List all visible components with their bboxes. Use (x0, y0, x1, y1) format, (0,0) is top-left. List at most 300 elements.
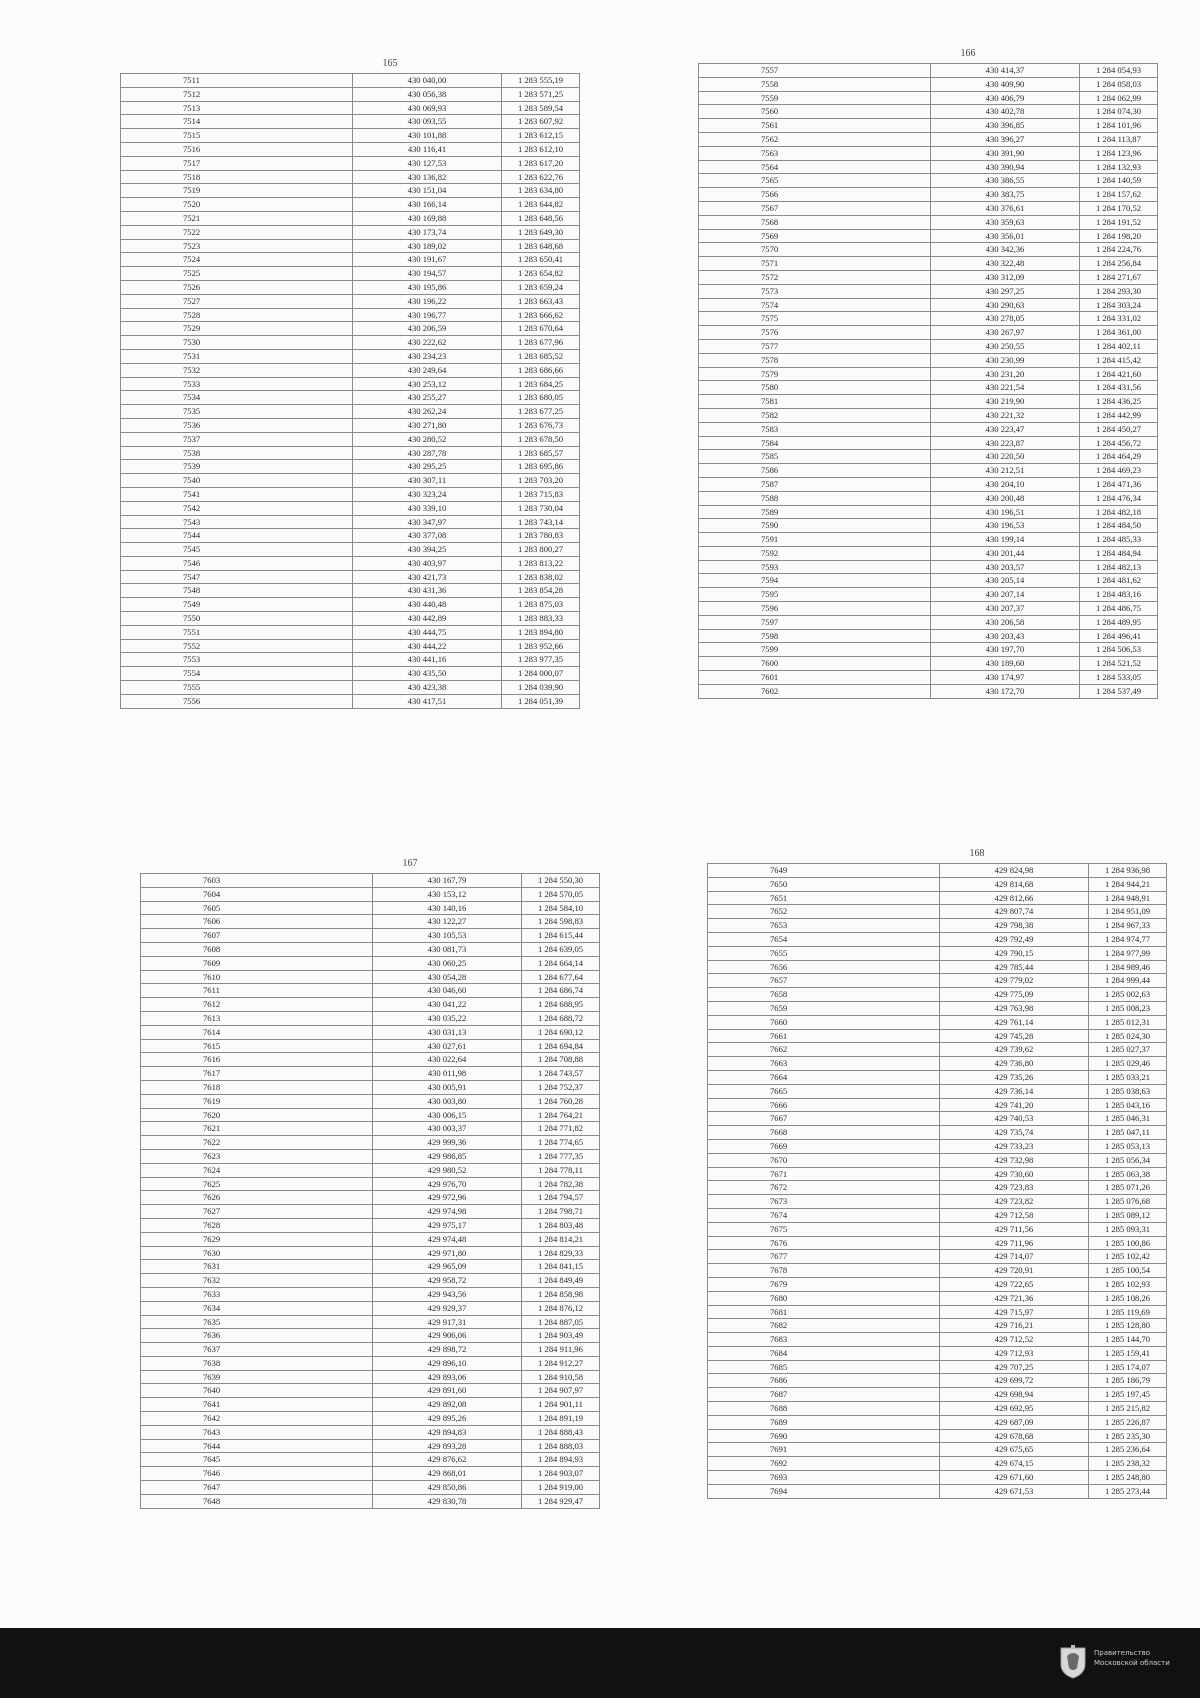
y-coordinate-cell: 1 284 476,34 (1080, 491, 1158, 505)
point-number-cell: 7553 (121, 653, 353, 667)
point-number-cell: 7563 (699, 146, 931, 160)
point-number-cell: 7679 (708, 1277, 940, 1291)
y-coordinate-cell: 1 284 482,13 (1080, 560, 1158, 574)
y-coordinate-cell: 1 283 571,25 (502, 87, 580, 101)
y-coordinate-cell: 1 285 226,87 (1089, 1415, 1167, 1429)
y-coordinate-cell: 1 284 977,99 (1089, 946, 1167, 960)
y-coordinate-cell: 1 284 431,56 (1080, 381, 1158, 395)
point-number-cell: 7525 (121, 267, 353, 281)
point-number-cell: 7595 (699, 588, 931, 602)
x-coordinate-cell: 429 943,56 (373, 1287, 522, 1301)
y-coordinate-cell: 1 284 891,19 (522, 1412, 600, 1426)
scan-bottom-band (0, 1628, 1200, 1698)
table-row (121, 501, 580, 515)
y-coordinate-cell: 1 285 002,63 (1089, 988, 1167, 1002)
page-number: 168 (969, 848, 985, 859)
point-number-cell: 7658 (708, 988, 940, 1002)
y-coordinate-cell: 1 284 113,87 (1080, 132, 1158, 146)
point-number-cell: 7593 (699, 560, 931, 574)
y-coordinate-cell: 1 284 062,99 (1080, 91, 1158, 105)
table-row (699, 450, 1158, 464)
table-row (699, 381, 1158, 395)
y-coordinate-cell: 1 284 402,11 (1080, 339, 1158, 353)
y-coordinate-cell: 1 285 056,34 (1089, 1153, 1167, 1167)
y-coordinate-cell: 1 284 550,30 (522, 874, 600, 888)
point-number-cell: 7614 (141, 1025, 373, 1039)
point-number-cell: 7601 (699, 671, 931, 685)
table-row (121, 694, 580, 708)
y-coordinate-cell: 1 284 967,33 (1089, 919, 1167, 933)
table-row (699, 477, 1158, 491)
table-row (699, 243, 1158, 257)
point-number-cell: 7611 (141, 984, 373, 998)
y-coordinate-cell: 1 284 876,12 (522, 1301, 600, 1315)
point-number-cell: 7573 (699, 284, 931, 298)
table-row (121, 556, 580, 570)
y-coordinate-cell: 1 284 752,37 (522, 1080, 600, 1094)
table-row (699, 339, 1158, 353)
table-row (708, 1236, 1167, 1250)
x-coordinate-cell: 429 790,15 (940, 946, 1089, 960)
y-coordinate-cell: 1 283 854,28 (502, 584, 580, 598)
table-row (121, 584, 580, 598)
y-coordinate-cell: 1 284 039,90 (502, 681, 580, 695)
x-coordinate-cell: 430 174,97 (931, 671, 1080, 685)
point-number-cell: 7641 (141, 1398, 373, 1412)
y-coordinate-cell: 1 284 303,24 (1080, 298, 1158, 312)
point-number-cell: 7537 (121, 432, 353, 446)
table-row (699, 615, 1158, 629)
point-number-cell: 7561 (699, 119, 931, 133)
x-coordinate-cell: 429 895,26 (373, 1412, 522, 1426)
table-row (141, 1149, 600, 1163)
table-row (141, 1094, 600, 1108)
y-coordinate-cell: 1 283 894,80 (502, 625, 580, 639)
x-coordinate-cell: 429 976,70 (373, 1177, 522, 1191)
point-number-cell: 7666 (708, 1098, 940, 1112)
table-row (699, 629, 1158, 643)
x-coordinate-cell: 429 894,83 (373, 1425, 522, 1439)
y-coordinate-cell: 1 284 764,21 (522, 1108, 600, 1122)
table-body (699, 64, 1158, 699)
table-row (699, 657, 1158, 671)
point-number-cell: 7656 (708, 960, 940, 974)
x-coordinate-cell: 430 140,16 (373, 901, 522, 915)
x-coordinate-cell: 430 396,85 (931, 119, 1080, 133)
x-coordinate-cell: 430 196,51 (931, 505, 1080, 519)
y-coordinate-cell: 1 284 887,05 (522, 1315, 600, 1329)
table-row (708, 1139, 1167, 1153)
point-number-cell: 7535 (121, 405, 353, 419)
table-row (708, 1112, 1167, 1126)
x-coordinate-cell: 430 435,50 (353, 667, 502, 681)
x-coordinate-cell: 429 785,44 (940, 960, 1089, 974)
point-number-cell: 7515 (121, 129, 353, 143)
table-row (121, 598, 580, 612)
point-number-cell: 7688 (708, 1402, 940, 1416)
point-number-cell: 7687 (708, 1388, 940, 1402)
y-coordinate-cell: 1 284 999,44 (1089, 974, 1167, 988)
point-number-cell: 7684 (708, 1346, 940, 1360)
y-coordinate-cell: 1 285 102,93 (1089, 1277, 1167, 1291)
y-coordinate-cell: 1 283 654,82 (502, 267, 580, 281)
point-number-cell: 7657 (708, 974, 940, 988)
x-coordinate-cell: 430 307,11 (353, 474, 502, 488)
x-coordinate-cell: 429 741,20 (940, 1098, 1089, 1112)
table-row (708, 946, 1167, 960)
page-166 (698, 45, 1158, 699)
y-coordinate-cell: 1 283 663,43 (502, 294, 580, 308)
point-number-cell: 7589 (699, 505, 931, 519)
point-number-cell: 7622 (141, 1136, 373, 1150)
table-row (699, 160, 1158, 174)
table-row (699, 284, 1158, 298)
point-number-cell: 7648 (141, 1494, 373, 1508)
point-number-cell: 7591 (699, 533, 931, 547)
y-coordinate-cell: 1 284 464,29 (1080, 450, 1158, 464)
point-number-cell: 7685 (708, 1360, 940, 1374)
point-number-cell: 7565 (699, 174, 931, 188)
y-coordinate-cell: 1 284 482,18 (1080, 505, 1158, 519)
y-coordinate-cell: 1 283 685,57 (502, 446, 580, 460)
x-coordinate-cell: 430 205,14 (931, 574, 1080, 588)
x-coordinate-cell: 429 876,62 (373, 1453, 522, 1467)
y-coordinate-cell: 1 284 584,10 (522, 901, 600, 915)
point-number-cell: 7660 (708, 1015, 940, 1029)
y-coordinate-cell: 1 283 648,56 (502, 211, 580, 225)
point-number-cell: 7617 (141, 1067, 373, 1081)
x-coordinate-cell: 430 440,48 (353, 598, 502, 612)
x-coordinate-cell: 430 253,12 (353, 377, 502, 391)
x-coordinate-cell: 430 287,78 (353, 446, 502, 460)
table-row (141, 929, 600, 943)
point-number-cell: 7628 (141, 1218, 373, 1232)
x-coordinate-cell: 429 711,56 (940, 1222, 1089, 1236)
y-coordinate-cell: 1 284 054,93 (1080, 64, 1158, 78)
y-coordinate-cell: 1 284 615,44 (522, 929, 600, 943)
point-number-cell: 7570 (699, 243, 931, 257)
x-coordinate-cell: 430 035,22 (373, 1011, 522, 1025)
logo-line-1: Правительство (1094, 1649, 1150, 1657)
table-row (708, 891, 1167, 905)
table-row (141, 915, 600, 929)
y-coordinate-cell: 1 284 521,52 (1080, 657, 1158, 671)
table-row (708, 1015, 1167, 1029)
y-coordinate-cell: 1 284 989,46 (1089, 960, 1167, 974)
point-number-cell: 7655 (708, 946, 940, 960)
point-number-cell: 7575 (699, 312, 931, 326)
x-coordinate-cell: 430 406,79 (931, 91, 1080, 105)
point-number-cell: 7542 (121, 501, 353, 515)
y-coordinate-cell: 1 284 814,21 (522, 1232, 600, 1246)
y-coordinate-cell: 1 283 612,15 (502, 129, 580, 143)
y-coordinate-cell: 1 285 089,12 (1089, 1208, 1167, 1222)
table-row (121, 308, 580, 322)
table-row (708, 1471, 1167, 1485)
x-coordinate-cell: 429 775,09 (940, 988, 1089, 1002)
y-coordinate-cell: 1 284 639,05 (522, 942, 600, 956)
point-number-cell: 7659 (708, 1001, 940, 1015)
table-row (141, 1011, 600, 1025)
y-coordinate-cell: 1 283 780,83 (502, 529, 580, 543)
y-coordinate-cell: 1 285 100,86 (1089, 1236, 1167, 1250)
y-coordinate-cell: 1 285 024,30 (1089, 1029, 1167, 1043)
y-coordinate-cell: 1 284 442,99 (1080, 408, 1158, 422)
x-coordinate-cell: 430 200,48 (931, 491, 1080, 505)
table-row (121, 446, 580, 460)
table-row (699, 574, 1158, 588)
y-coordinate-cell: 1 285 186,79 (1089, 1374, 1167, 1388)
table-row (141, 1481, 600, 1495)
y-coordinate-cell: 1 284 000,07 (502, 667, 580, 681)
table-row (141, 1274, 600, 1288)
y-coordinate-cell: 1 284 496,41 (1080, 629, 1158, 643)
y-coordinate-cell: 1 284 483,16 (1080, 588, 1158, 602)
table-row (699, 312, 1158, 326)
x-coordinate-cell: 430 041,22 (373, 998, 522, 1012)
page-168 (707, 845, 1167, 1499)
y-coordinate-cell: 1 283 684,25 (502, 377, 580, 391)
table-row (121, 639, 580, 653)
x-coordinate-cell: 430 262,24 (353, 405, 502, 419)
point-number-cell: 7547 (121, 570, 353, 584)
y-coordinate-cell: 1 284 450,27 (1080, 422, 1158, 436)
x-coordinate-cell: 430 377,08 (353, 529, 502, 543)
table-row (121, 460, 580, 474)
point-number-cell: 7599 (699, 643, 931, 657)
point-number-cell: 7568 (699, 215, 931, 229)
x-coordinate-cell: 430 297,25 (931, 284, 1080, 298)
y-coordinate-cell: 1 285 128,80 (1089, 1319, 1167, 1333)
table-row (708, 905, 1167, 919)
point-number-cell: 7566 (699, 188, 931, 202)
y-coordinate-cell: 1 284 471,36 (1080, 477, 1158, 491)
x-coordinate-cell: 430 203,57 (931, 560, 1080, 574)
x-coordinate-cell: 429 763,98 (940, 1001, 1089, 1015)
table-row (121, 625, 580, 639)
table-row (141, 1287, 600, 1301)
x-coordinate-cell: 430 189,60 (931, 657, 1080, 671)
table-row (141, 1439, 600, 1453)
y-coordinate-cell: 1 284 951,09 (1089, 905, 1167, 919)
x-coordinate-cell: 430 403,97 (353, 556, 502, 570)
x-coordinate-cell: 430 027,61 (373, 1039, 522, 1053)
x-coordinate-cell: 429 745,28 (940, 1029, 1089, 1043)
x-coordinate-cell: 430 223,47 (931, 422, 1080, 436)
point-number-cell: 7569 (699, 229, 931, 243)
y-coordinate-cell: 1 283 875,03 (502, 598, 580, 612)
table-row (699, 270, 1158, 284)
x-coordinate-cell: 430 441,16 (353, 653, 502, 667)
point-number-cell: 7584 (699, 436, 931, 450)
table-row (708, 1043, 1167, 1057)
point-number-cell: 7588 (699, 491, 931, 505)
point-number-cell: 7518 (121, 170, 353, 184)
x-coordinate-cell: 429 674,15 (940, 1457, 1089, 1471)
y-coordinate-cell: 1 285 238,32 (1089, 1457, 1167, 1471)
table-row (121, 184, 580, 198)
table-row (141, 1412, 600, 1426)
point-number-cell: 7536 (121, 418, 353, 432)
y-coordinate-cell: 1 284 271,67 (1080, 270, 1158, 284)
point-number-cell: 7675 (708, 1222, 940, 1236)
table-row (699, 188, 1158, 202)
table-row (121, 142, 580, 156)
table-row (708, 988, 1167, 1002)
table-row (121, 612, 580, 626)
x-coordinate-cell: 429 971,80 (373, 1246, 522, 1260)
table-row (708, 1443, 1167, 1457)
point-number-cell: 7689 (708, 1415, 940, 1429)
x-coordinate-cell: 430 022,64 (373, 1053, 522, 1067)
table-row (699, 408, 1158, 422)
table-row (699, 546, 1158, 560)
x-coordinate-cell: 429 730,60 (940, 1167, 1089, 1181)
point-number-cell: 7649 (708, 864, 940, 878)
table-row (141, 1315, 600, 1329)
table-row (699, 64, 1158, 78)
point-number-cell: 7529 (121, 322, 353, 336)
y-coordinate-cell: 1 284 903,07 (522, 1467, 600, 1481)
y-coordinate-cell: 1 284 101,96 (1080, 119, 1158, 133)
table-row (708, 1484, 1167, 1498)
table-row (699, 298, 1158, 312)
x-coordinate-cell: 429 974,98 (373, 1205, 522, 1219)
x-coordinate-cell: 430 390,94 (931, 160, 1080, 174)
x-coordinate-cell: 429 824,98 (940, 864, 1089, 878)
coordinates-table (707, 863, 1167, 1499)
table-row (141, 1453, 600, 1467)
page-number: 167 (402, 858, 418, 869)
table-row (699, 229, 1158, 243)
table-row (699, 602, 1158, 616)
point-number-cell: 7531 (121, 349, 353, 363)
table-row (121, 225, 580, 239)
x-coordinate-cell: 429 807,74 (940, 905, 1089, 919)
x-coordinate-cell: 430 414,37 (931, 64, 1080, 78)
x-coordinate-cell: 430 191,67 (353, 253, 502, 267)
table-row (699, 684, 1158, 698)
x-coordinate-cell: 429 716,21 (940, 1319, 1089, 1333)
y-coordinate-cell: 1 284 948,91 (1089, 891, 1167, 905)
point-number-cell: 7634 (141, 1301, 373, 1315)
table-row (121, 253, 580, 267)
table-row (699, 105, 1158, 119)
table-row (699, 326, 1158, 340)
x-coordinate-cell: 430 081,73 (373, 942, 522, 956)
y-coordinate-cell: 1 285 144,70 (1089, 1333, 1167, 1347)
point-number-cell: 7528 (121, 308, 353, 322)
x-coordinate-cell: 429 671,53 (940, 1484, 1089, 1498)
table-row (121, 432, 580, 446)
y-coordinate-cell: 1 284 415,42 (1080, 353, 1158, 367)
table-row (708, 1057, 1167, 1071)
x-coordinate-cell: 430 054,28 (373, 970, 522, 984)
x-coordinate-cell: 430 046,60 (373, 984, 522, 998)
x-coordinate-cell: 430 271,80 (353, 418, 502, 432)
x-coordinate-cell: 429 733,23 (940, 1139, 1089, 1153)
x-coordinate-cell: 429 965,09 (373, 1260, 522, 1274)
point-number-cell: 7633 (141, 1287, 373, 1301)
table-row (121, 363, 580, 377)
y-coordinate-cell: 1 284 051,39 (502, 694, 580, 708)
table-row (141, 1218, 600, 1232)
table-row (699, 395, 1158, 409)
point-number-cell: 7616 (141, 1053, 373, 1067)
table-row (141, 1177, 600, 1191)
table-row (141, 1080, 600, 1094)
x-coordinate-cell: 429 980,52 (373, 1163, 522, 1177)
table-row (708, 1264, 1167, 1278)
y-coordinate-cell: 1 284 903,49 (522, 1329, 600, 1343)
table-row (708, 932, 1167, 946)
point-number-cell: 7527 (121, 294, 353, 308)
x-coordinate-cell: 429 812,66 (940, 891, 1089, 905)
y-coordinate-cell: 1 283 589,54 (502, 101, 580, 115)
point-number-cell: 7692 (708, 1457, 940, 1471)
table-row (121, 336, 580, 350)
x-coordinate-cell: 430 444,75 (353, 625, 502, 639)
x-coordinate-cell: 429 740,53 (940, 1112, 1089, 1126)
table-row (708, 1029, 1167, 1043)
x-coordinate-cell: 430 122,27 (373, 915, 522, 929)
point-number-cell: 7576 (699, 326, 931, 340)
y-coordinate-cell: 1 285 174,07 (1089, 1360, 1167, 1374)
y-coordinate-cell: 1 284 664,14 (522, 956, 600, 970)
y-coordinate-cell: 1 283 622,76 (502, 170, 580, 184)
table-row (121, 74, 580, 88)
point-number-cell: 7640 (141, 1384, 373, 1398)
y-coordinate-cell: 1 285 043,16 (1089, 1098, 1167, 1112)
table-row (699, 77, 1158, 91)
x-coordinate-cell: 430 003,37 (373, 1122, 522, 1136)
point-number-cell: 7517 (121, 156, 353, 170)
point-number-cell: 7694 (708, 1484, 940, 1498)
x-coordinate-cell: 430 011,98 (373, 1067, 522, 1081)
y-coordinate-cell: 1 284 858,98 (522, 1287, 600, 1301)
point-number-cell: 7512 (121, 87, 353, 101)
x-coordinate-cell: 429 929,37 (373, 1301, 522, 1315)
point-number-cell: 7516 (121, 142, 353, 156)
table-row (141, 1343, 600, 1357)
y-coordinate-cell: 1 284 690,12 (522, 1025, 600, 1039)
y-coordinate-cell: 1 284 911,96 (522, 1343, 600, 1357)
point-number-cell: 7532 (121, 363, 353, 377)
x-coordinate-cell: 429 986,85 (373, 1149, 522, 1163)
point-number-cell: 7623 (141, 1149, 373, 1163)
table-row (141, 1108, 600, 1122)
x-coordinate-cell: 430 444,22 (353, 639, 502, 653)
point-number-cell: 7686 (708, 1374, 940, 1388)
y-coordinate-cell: 1 284 361,00 (1080, 326, 1158, 340)
x-coordinate-cell: 430 201,44 (931, 546, 1080, 560)
point-number-cell: 7555 (121, 681, 353, 695)
y-coordinate-cell: 1 285 076,68 (1089, 1195, 1167, 1209)
x-coordinate-cell: 430 136,82 (353, 170, 502, 184)
point-number-cell: 7603 (141, 874, 373, 888)
point-number-cell: 7543 (121, 515, 353, 529)
point-number-cell: 7615 (141, 1039, 373, 1053)
point-number-cell: 7540 (121, 474, 353, 488)
x-coordinate-cell: 430 105,53 (373, 929, 522, 943)
y-coordinate-cell: 1 284 849,49 (522, 1274, 600, 1288)
x-coordinate-cell: 430 040,00 (353, 74, 502, 88)
point-number-cell: 7671 (708, 1167, 940, 1181)
y-coordinate-cell: 1 284 901,11 (522, 1398, 600, 1412)
x-coordinate-cell: 430 223,87 (931, 436, 1080, 450)
point-number-cell: 7511 (121, 74, 353, 88)
table-row (708, 1098, 1167, 1112)
